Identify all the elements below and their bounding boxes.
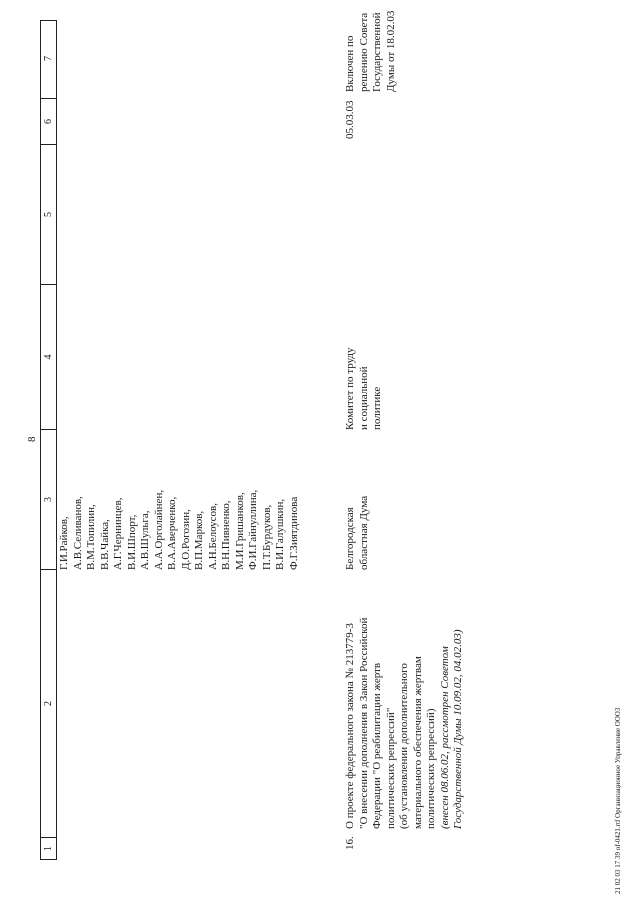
initiator: [344, 496, 371, 570]
initiator-line: областная Дума: [357, 495, 370, 570]
table-header: [40, 20, 57, 860]
header-col-6: 6: [41, 99, 56, 145]
initiator-line: Белгородская: [344, 507, 356, 570]
bill-note-line: (внесен 08.06.02, рассмотрен Советом: [438, 646, 451, 829]
committee-line: политике: [371, 386, 383, 430]
header-col-3: 3: [41, 430, 56, 570]
note-line: Думы от 18.02.03: [384, 10, 397, 92]
author-name: В.П.Марков,: [193, 510, 205, 570]
author-name: А.В.Селиванов,: [71, 496, 84, 570]
author-name: А.В.Шульга,: [139, 510, 151, 570]
bill-title-line: политических репрессий": [384, 707, 397, 829]
committee-line: и социальной: [357, 366, 370, 430]
date: 05.03.03: [344, 100, 356, 139]
author-name: М.И.Гришанков,: [233, 492, 246, 570]
author-name: В.И.Галушкин,: [274, 498, 286, 570]
author-name: А.А.Орголайнен,: [152, 489, 165, 570]
author-name: В.Н.Пивненко,: [220, 500, 232, 570]
author-name: А.Г.Чернинцев,: [112, 497, 124, 570]
author-name: В.В.Чайка,: [98, 519, 111, 570]
header-col-7: 7: [41, 19, 56, 99]
header-col-2: 2: [41, 570, 56, 838]
header-col-1: 1: [43, 846, 54, 851]
bill-title-line: "О внесении дополнения в Закон Российской: [357, 617, 370, 829]
page-number: 8: [26, 436, 38, 442]
bill-title-line: материального обеспечения жертвам: [411, 656, 424, 829]
author-name: Ф.И.Гайнуллина,: [247, 489, 259, 570]
bill-title-line: политических репрессий): [425, 708, 437, 829]
author-name: В.И.Шпорт,: [125, 514, 138, 570]
bill-note-line: Государственной Думы 10.09.02, 04.02.03): [452, 629, 464, 829]
author-name: В.М.Топилин,: [85, 504, 97, 570]
committee: [344, 320, 385, 430]
bill-title-line: Федерации "О реабилитации жертв: [371, 662, 383, 829]
committee-line: Комитет по труду: [344, 347, 356, 430]
note-line: Государственной: [371, 12, 383, 92]
author-name: Ф.Г.Зиятдинова: [287, 496, 300, 570]
bill-title-line: (об установлении дополнительного: [398, 663, 410, 829]
decision-note: [344, 0, 398, 92]
header-col-5: 5: [41, 145, 56, 285]
authors-list: [58, 490, 301, 570]
note-line: Включен по: [344, 35, 356, 92]
author-name: Д.О.Рогозин,: [179, 509, 192, 570]
note-line: решению Совета: [357, 12, 370, 92]
bill-title: [344, 589, 466, 829]
row-number: 16.: [344, 836, 356, 850]
author-name: В.А.Аверченко,: [166, 496, 178, 570]
author-name: Г.И.Райков,: [58, 516, 70, 570]
bill-title-line: О проекте федерального закона № 213779-3: [344, 623, 356, 829]
author-name: П.Т.Бурдуков,: [260, 504, 273, 570]
footer-text: 21 02 03 17 39 of-0421.rtf Организационное Управление ООО3: [614, 707, 622, 894]
author-name: А.Н.Белоусов,: [206, 503, 219, 570]
header-col-4: 4: [41, 285, 56, 430]
